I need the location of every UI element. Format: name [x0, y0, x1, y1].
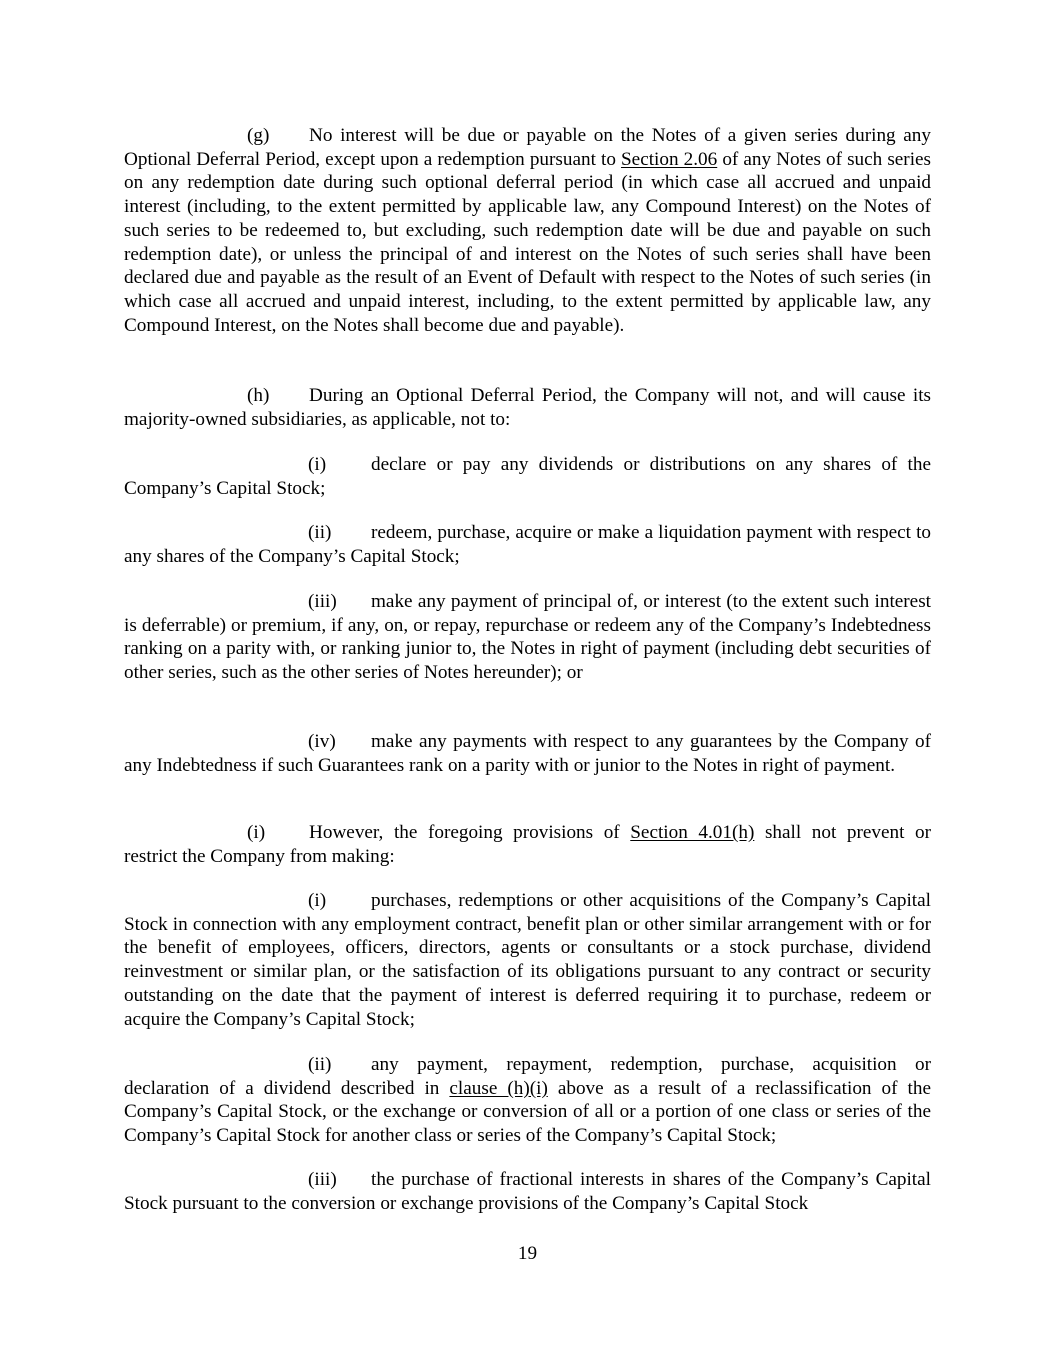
- clause-h-i: (i) declare or pay any dividends or distributions on any shares of the Company’s Capital Stock;: [124, 454, 931, 499]
- clause-label: (i): [308, 454, 327, 475]
- clause-i-ii: (ii) any payment, repayment, redemption, purchase, acquisition or declaration of a dividend described in clause (h)(i) above as a result of a reclassification of the Company’s Capital Stock, or the exchange or conversion of all or a portion of one class or series of the Company’s Capital Stock for another class or series of the Company’s Capital Stock;: [124, 1054, 931, 1147]
- clause-label: (ii): [308, 522, 332, 543]
- clause-label: (iv): [308, 731, 336, 752]
- clause-label: (iii): [308, 1169, 337, 1190]
- clause-i-i: (i) purchases, redemptions or other acquisitions of the Company’s Capital Stock in connection with any employment contract, benefit plan or other similar arrangement with or for the benefit of employees, officers, directors, agents or consultants or a stock purchase, dividend reinvestment or similar plan, or the satisfaction of its obligations pursuant to any contract or security outstanding on the date that the payment of interest is deferred requiring it to purchase, redeem or acquire the Company’s Capital Stock;: [124, 890, 931, 1030]
- section-4-01h-reference: Section 4.01(h): [630, 822, 755, 843]
- clause-h-iii: (iii) make any payment of principal of, or interest (to the extent such interest is deferrable) or premium, if any, on, or repay, repurchase or redeem any of the Company’s Indebtedness ranking on a parity with, or ranking junior to, the Notes in right of payment (including debt securities of other series, such as the other series of Notes hereunder); or: [124, 591, 931, 684]
- clause-label: (iii): [308, 591, 337, 612]
- clause-h-i-reference: clause (h)(i): [449, 1077, 548, 1099]
- paragraph-label: (g): [247, 125, 270, 146]
- clause-label: (i): [308, 890, 327, 911]
- section-2-06-reference: Section 2.06: [621, 148, 718, 170]
- clause-h-iv: (iv) make any payments with respect to any guarantees by the Company of any Indebtedness if such Guarantees rank on a parity with or junior to the Notes in right of payment.: [124, 731, 931, 776]
- paragraph-g: (g) No interest will be due or payable on the Notes of a given series during any Optional Deferral Period, except upon a redemption pursuant to Section 2.06 of any Notes of such series on any redemption date during such optional deferral period (in which case all accrued and unpaid interest (including, to the extent permitted by applicable law, any Compound Interest) on the Notes of such series to be redeemed to, but excluding, such redemption date will be due and payable on such redemption date), or unless the principal of and interest on the Notes of such series shall have been declared due and payable as the result of an Event of Default with respect to the Notes of such series (in which case all accrued and unpaid interest, including, to the extent permitted by applicable law, any Compound Interest, on the Notes shall become due and payable).: [124, 125, 932, 336]
- clause-i-iii: (iii) the purchase of fractional interests in shares of the Company’s Capital Stock pursuant to the conversion or exchange provisions of the Company’s Capital Stock: [124, 1169, 931, 1214]
- clause-h-ii: (ii) redeem, purchase, acquire or make a liquidation payment with respect to any shares of the Company’s Capital Stock;: [124, 522, 931, 567]
- paragraph-label: (h): [247, 385, 270, 406]
- paragraph-label: (i): [247, 822, 266, 843]
- paragraph-h: (h) During an Optional Deferral Period, the Company will not, and will cause its majority-owned subsidiaries, as applicable, not to:: [124, 385, 931, 430]
- page-number: 19: [517, 1243, 538, 1264]
- clause-label: (ii): [308, 1054, 332, 1075]
- paragraph-i: (i) However, the foregoing provisions of Section 4.01(h) shall not prevent or restrict the Company from making:: [124, 822, 931, 867]
